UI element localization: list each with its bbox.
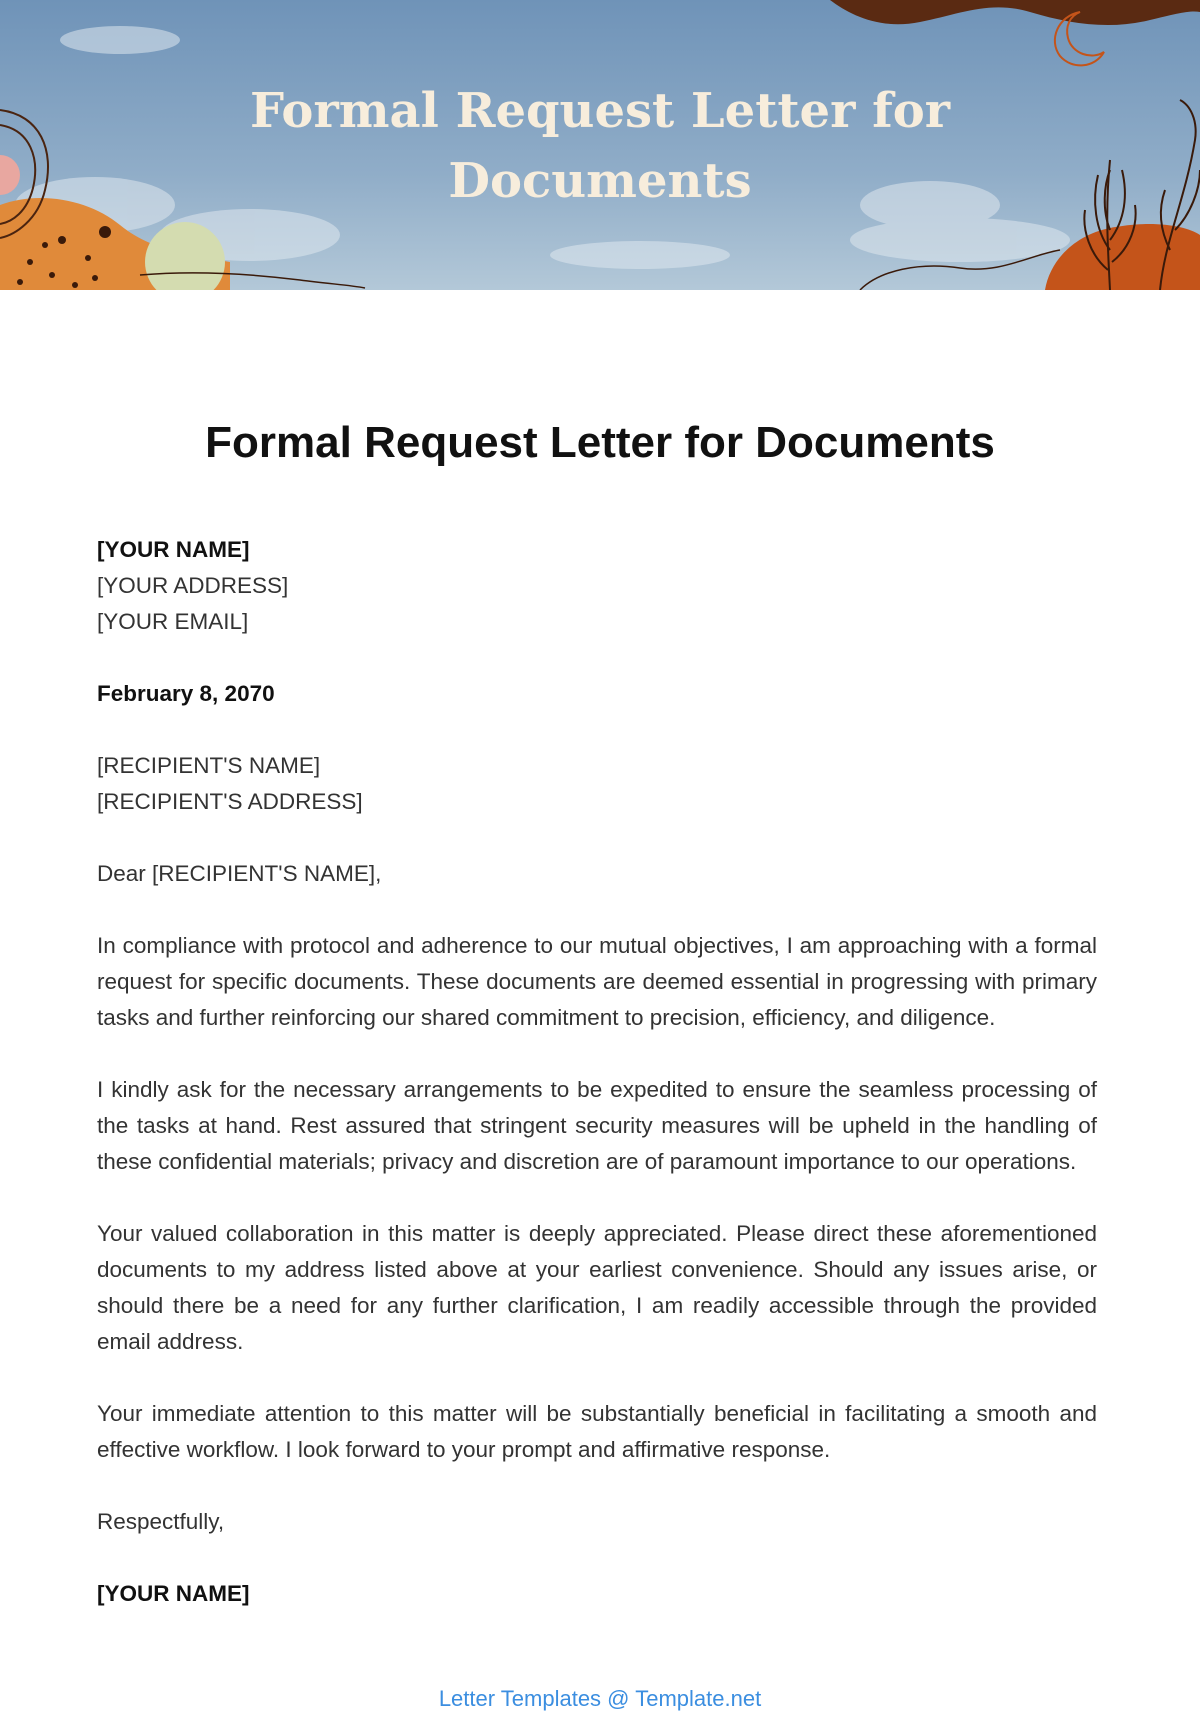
sender-email: [YOUR EMAIL] [97, 609, 249, 634]
signature-name: [YOUR NAME] [97, 1581, 250, 1606]
sender-name: [YOUR NAME] [97, 537, 250, 562]
footer-template-link[interactable]: Letter Templates @ Template.net [438, 1686, 762, 1711]
recipient-address: [RECIPIENT'S ADDRESS] [97, 789, 363, 814]
header-banner [0, 0, 1200, 290]
spacer [97, 1468, 1097, 1504]
spacer [97, 820, 1097, 856]
body-paragraph-3: Your valued collaboration in this matter is deeply appreciated. Please direct these aforementioned documents to my address listed above at your earliest convenience. Should any issues arise, or should there be a need for any further clarification, I am readily accessible through the provided email address. [97, 1221, 1097, 1354]
body-paragraph-1: In compliance with protocol and adherence to our mutual objectives, I am approaching with a formal request for specific documents. These documents are deemed essential in progressing with primary tasks and further reinforcing our shared commitment to precision, efficiency, and diligence. [97, 933, 1097, 1030]
spacer [97, 1036, 1097, 1072]
recipient-name: [RECIPIENT'S NAME] [97, 753, 321, 778]
spacer [97, 1540, 1097, 1576]
body-paragraph-2: I kindly ask for the necessary arrangements to be expedited to ensure the seamless processing of the tasks at hand. Rest assured that stringent security measures will be upheld in the handling of these confidential materials; privacy and discretion are of paramount importance to our operations. [97, 1077, 1097, 1174]
banner-title-line-2: Documents [448, 153, 752, 209]
spacer [97, 1180, 1097, 1216]
document-title: Formal Request Letter for Documents [205, 418, 995, 467]
letter-date: February 8, 2070 [97, 681, 275, 706]
closing: Respectfully, [97, 1509, 225, 1534]
sender-address: [YOUR ADDRESS] [97, 573, 289, 598]
spacer [97, 712, 1097, 748]
spacer [97, 1360, 1097, 1396]
banner-title-line-1: Formal Request Letter for [249, 83, 951, 139]
body-paragraph-4: Your immediate attention to this matter will be substantially beneficial in facilitating a smooth and effective workflow. I look forward to your prompt and affirmative response. [97, 1401, 1097, 1462]
banner-title [0, 76, 1200, 216]
salutation: Dear [RECIPIENT'S NAME], [97, 861, 382, 886]
spacer [97, 640, 1097, 676]
letter-body [97, 532, 1097, 1612]
spacer [97, 892, 1097, 928]
